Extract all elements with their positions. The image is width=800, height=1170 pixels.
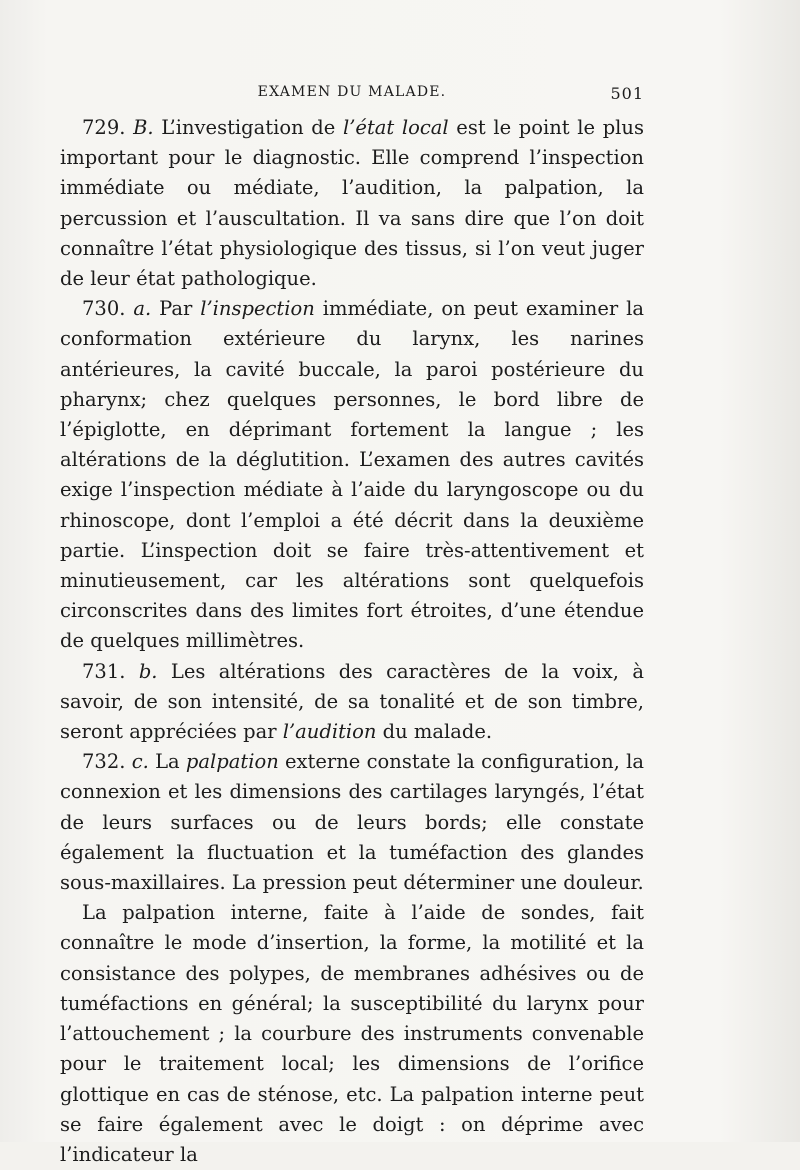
text-run: L’investigation de xyxy=(153,116,343,139)
italic-term: l’état local xyxy=(342,116,449,139)
italic-term: palpation xyxy=(185,750,279,774)
text-run: externe constate la configuration, la connexion et les dimensions des cartilages laryngés, l’état de leurs surfaces ou de leurs bords; elle constate également la fluctuation et la tuméfaction des glandes sous-maxillaires. La pression peut déterminer une douleur. xyxy=(60,750,644,895)
italic-term: l’audition xyxy=(282,720,377,744)
text-run: La xyxy=(148,750,186,774)
running-head xyxy=(60,84,644,108)
paragraph-number: 729. xyxy=(82,116,126,139)
paragraph-number: 730. xyxy=(82,297,126,321)
paragraph-730 xyxy=(60,294,644,656)
running-title: EXAMEN DU MALADE. xyxy=(257,84,447,100)
text-run: Les altérations des caractères de la voix, à savoir, de son intensité, de sa tonalité et de son timbre, seront appréciées par xyxy=(60,659,644,744)
paragraph-palpation-interne xyxy=(60,898,644,1170)
text-run: du malade. xyxy=(376,720,493,744)
paragraph-letter: b. xyxy=(138,659,158,683)
text-run: est le point le plus important pour le diagnostic. Elle comprend l’inspection immédiate ou médiate, l’audition, la palpation, la percussion et l’auscultation. Il va sans dire que l’on doit connaître l’état physiologique des tissus, si l’on veut juger de leur état pathologique. xyxy=(60,116,644,291)
body-text xyxy=(60,113,644,1170)
text-run: immédiate, on peut examiner la conformation extérieure du larynx, les narines antérieures, la cavité buccale, la paroi postérieure du pharynx; chez quelques personnes, le bord libre de l’épiglotte, en déprimant fortement la langue ; les altérations de la déglutition. L’examen des autres cavités exige l’inspection médiate à l’aide du laryngoscope ou du rhinoscope, dont l’emploi a été décrit dans la deuxième partie. L’inspection doit se faire très-attentivement et minutieusement, car les altérations sont quelquefois circonscrites dans des limites fort étroites, d’une étendue de quelques millimètres. xyxy=(60,297,644,653)
text-run: La palpation interne, faite à l’aide de sondes, fait connaître le mode d’insertion, la forme, la motilité et la consistance des polypes, de membranes adhésives ou de tuméfactions en général; la susceptibilité du larynx pour l’attouchement ; la courbure des instruments convenable pour le traitement local; les dimensions de l’orifice glottique en cas de sténose, etc. La palpation interne peut se faire également avec le doigt : on déprime avec l’indicateur la xyxy=(60,901,644,1166)
text-run: Par xyxy=(151,297,201,321)
paragraph-732 xyxy=(60,747,644,898)
paragraph-number: 731. xyxy=(82,659,126,683)
paragraph-letter: c. xyxy=(131,750,149,774)
paragraph-number: 732. xyxy=(82,750,126,774)
italic-term: l’inspection xyxy=(200,297,315,321)
paragraph-731 xyxy=(60,657,644,748)
paragraph-letter: a. xyxy=(133,297,152,321)
paragraph-729 xyxy=(60,113,644,294)
paragraph-letter: B. xyxy=(133,116,154,139)
page-number: 501 xyxy=(610,84,644,103)
